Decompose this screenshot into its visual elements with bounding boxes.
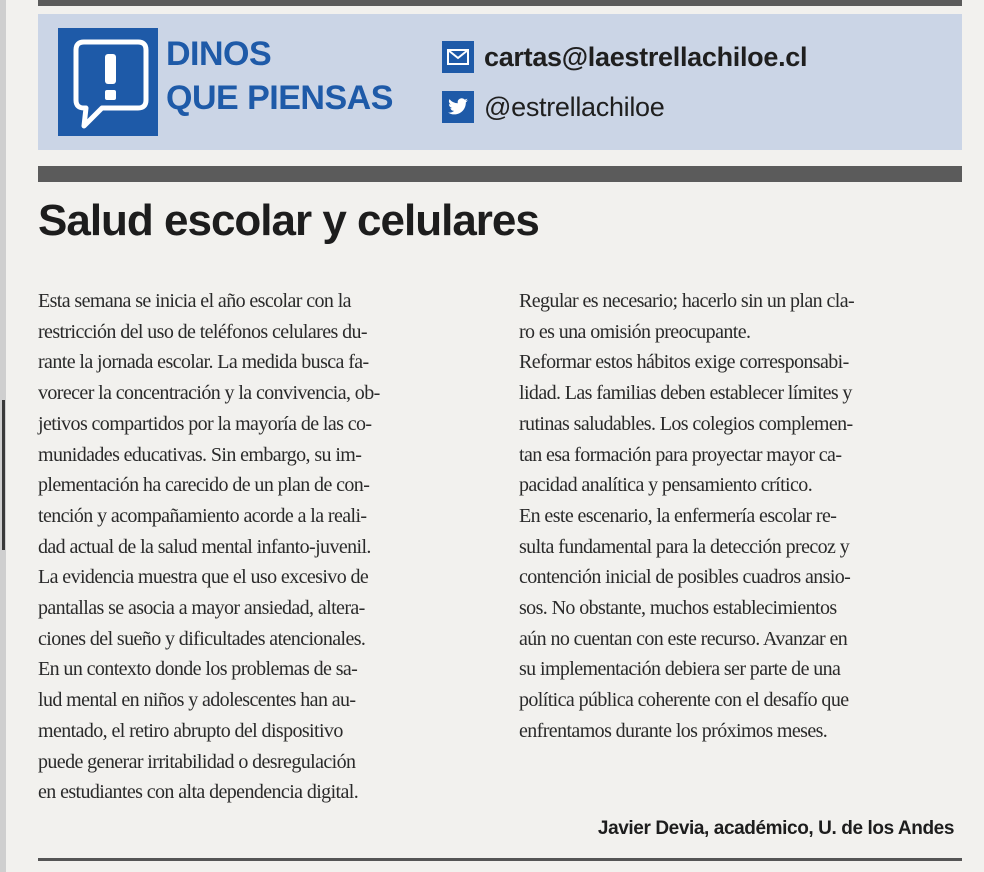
article-text-line: rante la jornada escolar. La medida busca fa- [38,351,369,374]
article-text-line: sulta fundamental para la detección precoz y [519,535,850,558]
article-text-line: restricción del uso de teléfonos celulares du- [38,320,367,343]
email-address[interactable]: cartas@laestrellachiloe.cl [484,41,808,72]
exclamation-speech-bubble-icon [58,28,158,136]
article-text-line: pacidad analítica y pensamiento crítico. [519,474,813,497]
article-text-line: lud mental en niños y adolescentes han au- [38,689,356,712]
article-text-line: jetivos compartidos por la mayoría de las co- [38,412,372,435]
section-rule [38,166,962,182]
twitter-bird-icon [442,91,474,123]
banner-title-line1: DINOS [166,35,272,73]
article-column-right [519,286,963,747]
article-text-line: puede generar irritabilidad o desregulación [38,750,356,773]
article-text-line: En un contexto donde los problemas de sa- [38,658,358,681]
article-text-line: La evidencia muestra que el uso excesivo de [38,566,369,589]
twitter-handle[interactable]: @estrellachiloe [484,91,665,122]
article-text-line: dad actual de la salud mental infanto-juvenil. [38,535,371,558]
article-text-line: en estudiantes con alta dependencia digital. [38,781,359,804]
article-text-line: plementación ha carecido de un plan de con- [38,474,370,497]
top-rule [38,0,962,6]
article-text-line: Reformar estos hábitos exige corresponsabi- [519,351,849,374]
letters-banner [38,14,962,150]
banner-title [166,32,393,120]
article-text-line: tención y acompañamiento acorde a la reali- [38,504,367,527]
article-text-line: mentado, el retiro abrupto del dispositivo [38,719,343,742]
article-text-line: En este escenario, la enfermería escolar re- [519,504,837,527]
bottom-rule [38,858,962,861]
article-text-line: pantallas se asocia a mayor ansiedad, altera- [38,597,365,620]
article-text-line: Esta semana se inicia el año escolar con la [38,290,351,312]
article-text-line: sos. No obstante, muchos establecimientos [519,597,837,620]
article-text-line: lidad. Las familias deben establecer límites y [519,382,852,405]
article-headline: Salud escolar y celulares [38,196,539,245]
twitter-contact[interactable] [442,87,665,127]
envelope-icon [442,41,474,73]
article-text-line: Regular es necesario; hacerlo sin un plan cla- [519,290,855,312]
article-text-line: vorecer la concentración y la convivencia, ob- [38,382,380,405]
article-text-line: su implementación debiera ser parte de una [519,658,841,681]
banner-title-line2: QUE PIENSAS [166,79,393,117]
article-text-line: munidades educativas. Sin embargo, su im- [38,443,362,466]
article-text-line: ciones del sueño y dificultades atencionales. [38,627,366,650]
email-contact[interactable] [442,37,807,77]
article-text-line: política pública coherente con el desafío que [519,689,849,712]
article-text-line: aún no cuentan con este recurso. Avanzar en [519,627,848,650]
article-signature: Javier Devia, académico, U. de los Andes [597,818,954,839]
article-text-line: tan esa formación para proyectar mayor ca- [519,443,842,466]
article-column-left [38,286,502,808]
page-edge-mark [2,400,5,550]
article-text-line: rutinas saludables. Los colegios complemen- [519,412,853,435]
article-text-line: ro es una omisión preocupante. [519,320,751,343]
article-text-line: enfrentamos durante los próximos meses. [519,719,828,742]
article-text-line: contención inicial de posibles cuadros ansio- [519,566,851,589]
